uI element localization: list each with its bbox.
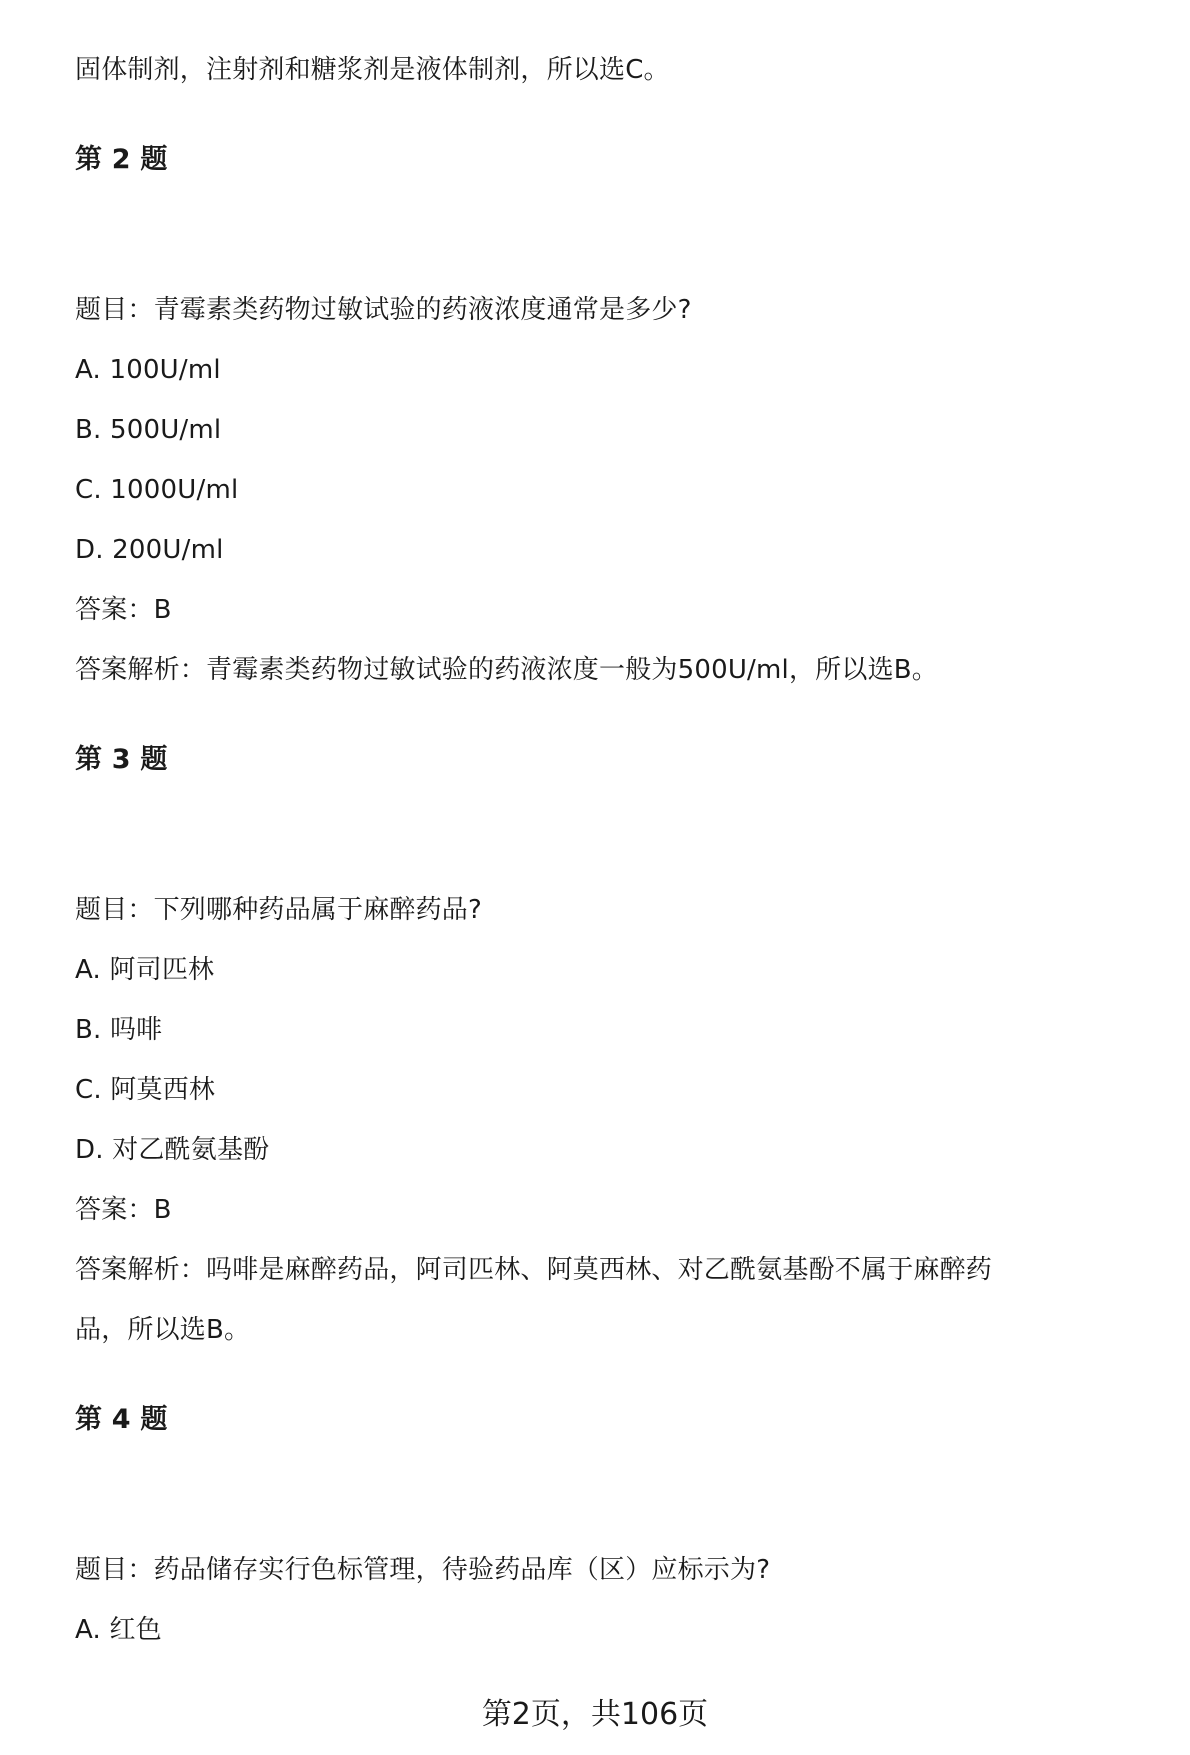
explanation-line-2: 品，所以选B。	[75, 1315, 251, 1345]
explanation-line-1: 答案解析：吗啡是麻醉药品，阿司匹林、阿莫西林、对乙酰氨基酚不属于麻醉药	[75, 1255, 993, 1285]
question-heading: 第 2 题	[75, 144, 168, 175]
option-a: A. 100U/ml	[75, 355, 221, 385]
question-prompt: 题目：药品储存实行色标管理，待验药品库（区）应标示为?	[75, 1555, 771, 1585]
option-c: C. 阿莫西林	[75, 1075, 216, 1105]
page-number-footer: 第2页，共106页	[481, 1697, 709, 1732]
intro-line: 固体制剂，注射剂和糖浆剂是液体制剂，所以选C。	[75, 55, 670, 85]
explanation: 答案解析：青霉素类药物过敏试验的药液浓度一般为500U/ml，所以选B。	[75, 655, 939, 685]
option-b: B. 500U/ml	[75, 415, 222, 445]
answer: 答案：B	[75, 1195, 172, 1225]
option-b: B. 吗啡	[75, 1015, 163, 1045]
option-d: D. 对乙酰氨基酚	[75, 1135, 270, 1165]
option-a: A. 红色	[75, 1615, 162, 1645]
answer: 答案：B	[75, 595, 172, 625]
question-heading: 第 3 题	[75, 744, 168, 775]
question-prompt: 题目：青霉素类药物过敏试验的药液浓度通常是多少?	[75, 295, 692, 325]
question-prompt: 题目：下列哪种药品属于麻醉药品?	[75, 895, 483, 925]
option-a: A. 阿司匹林	[75, 955, 215, 985]
question-heading: 第 4 题	[75, 1404, 168, 1435]
option-d: D. 200U/ml	[75, 535, 224, 565]
option-c: C. 1000U/ml	[75, 475, 239, 505]
